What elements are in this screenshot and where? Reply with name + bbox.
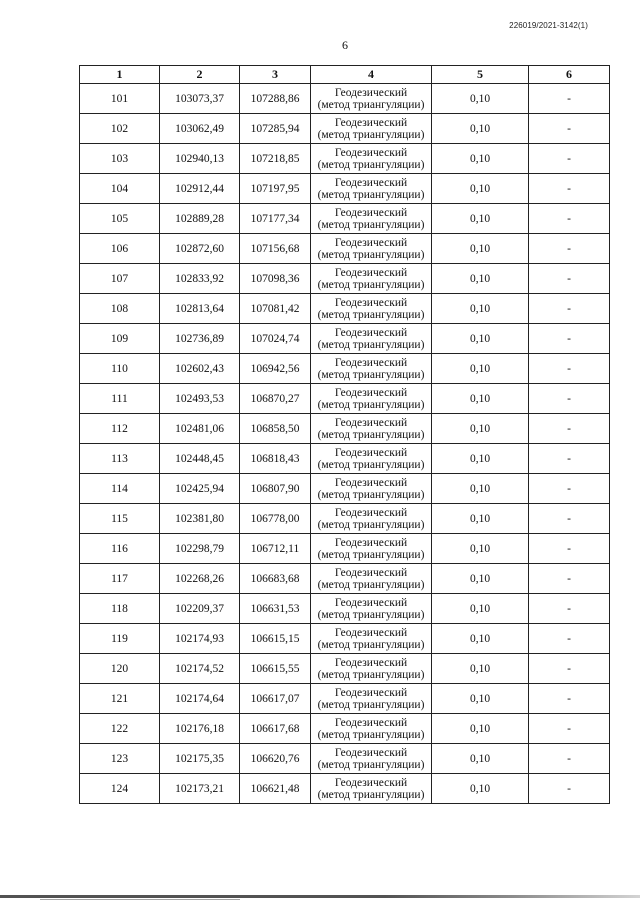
note-cell: -: [529, 594, 610, 624]
table-row: [80, 654, 610, 684]
method-line-1: Геодезический: [334, 536, 408, 549]
point-number-cell: 109: [80, 324, 160, 354]
method-line-1: Геодезический: [334, 686, 408, 699]
accuracy-cell: 0,10: [432, 294, 529, 324]
table-row: [80, 444, 610, 474]
x-coordinate-cell: 102481,06: [160, 414, 240, 444]
method-cell: [311, 714, 432, 744]
accuracy-cell: 0,10: [432, 444, 529, 474]
note-cell: -: [529, 564, 610, 594]
note-cell: -: [529, 474, 610, 504]
coordinates-table: [79, 65, 610, 804]
accuracy-cell: 0,10: [432, 114, 529, 144]
point-number-cell: 118: [80, 594, 160, 624]
y-coordinate-cell: 106631,53: [240, 594, 311, 624]
x-coordinate-cell: 102889,28: [160, 204, 240, 234]
method-line-1: Геодезический: [334, 416, 408, 429]
method-line-2: (метод триангуляции): [317, 98, 425, 111]
method-line-1: Геодезический: [334, 116, 408, 129]
method-line-1: Геодезический: [334, 626, 408, 639]
accuracy-cell: 0,10: [432, 654, 529, 684]
method-line-2: (метод триангуляции): [317, 578, 425, 591]
method-cell: [311, 354, 432, 384]
point-number-cell: 107: [80, 264, 160, 294]
method-line-1: Геодезический: [334, 506, 408, 519]
table-row: [80, 474, 610, 504]
y-coordinate-cell: 107156,68: [240, 234, 311, 264]
table-row: [80, 684, 610, 714]
document-id: 226019/2021-3142(1): [509, 21, 588, 30]
y-coordinate-cell: 106818,43: [240, 444, 311, 474]
x-coordinate-cell: 102176,18: [160, 714, 240, 744]
method-line-1: Геодезический: [334, 776, 408, 789]
method-line-2: (метод триангуляции): [317, 248, 425, 261]
point-number-cell: 121: [80, 684, 160, 714]
point-number-cell: 113: [80, 444, 160, 474]
method-line-2: (метод триангуляции): [317, 278, 425, 291]
method-line-2: (метод триангуляции): [317, 728, 425, 741]
method-cell: [311, 384, 432, 414]
column-header: 1: [80, 66, 160, 84]
method-cell: [311, 174, 432, 204]
method-cell: [311, 234, 432, 264]
note-cell: -: [529, 534, 610, 564]
table-row: [80, 414, 610, 444]
accuracy-cell: 0,10: [432, 414, 529, 444]
y-coordinate-cell: 106858,50: [240, 414, 311, 444]
accuracy-cell: 0,10: [432, 684, 529, 714]
note-cell: -: [529, 744, 610, 774]
method-line-2: (метод триангуляции): [317, 368, 425, 381]
table-row: [80, 114, 610, 144]
column-header: 4: [311, 66, 432, 84]
x-coordinate-cell: 102736,89: [160, 324, 240, 354]
note-cell: -: [529, 684, 610, 714]
method-cell: [311, 114, 432, 144]
method-cell: [311, 534, 432, 564]
method-cell: [311, 324, 432, 354]
table-row: [80, 144, 610, 174]
accuracy-cell: 0,10: [432, 234, 529, 264]
method-line-2: (метод триангуляции): [317, 698, 425, 711]
point-number-cell: 103: [80, 144, 160, 174]
point-number-cell: 119: [80, 624, 160, 654]
method-cell: [311, 474, 432, 504]
method-line-1: Геодезический: [334, 266, 408, 279]
method-cell: [311, 504, 432, 534]
method-line-1: Геодезический: [334, 356, 408, 369]
method-line-2: (метод триангуляции): [317, 428, 425, 441]
point-number-cell: 122: [80, 714, 160, 744]
note-cell: -: [529, 414, 610, 444]
accuracy-cell: 0,10: [432, 474, 529, 504]
column-header: 6: [529, 66, 610, 84]
x-coordinate-cell: 102425,94: [160, 474, 240, 504]
x-coordinate-cell: 102174,52: [160, 654, 240, 684]
note-cell: -: [529, 444, 610, 474]
method-cell: [311, 144, 432, 174]
point-number-cell: 102: [80, 114, 160, 144]
method-line-2: (метод триангуляции): [317, 608, 425, 621]
point-number-cell: 120: [80, 654, 160, 684]
y-coordinate-cell: 107098,36: [240, 264, 311, 294]
point-number-cell: 104: [80, 174, 160, 204]
method-cell: [311, 264, 432, 294]
x-coordinate-cell: 103073,37: [160, 84, 240, 114]
table-row: [80, 714, 610, 744]
method-line-2: (метод триангуляции): [317, 128, 425, 141]
accuracy-cell: 0,10: [432, 324, 529, 354]
method-line-1: Геодезический: [334, 656, 408, 669]
accuracy-cell: 0,10: [432, 714, 529, 744]
table-row: [80, 384, 610, 414]
method-line-2: (метод триангуляции): [317, 158, 425, 171]
table-row: [80, 594, 610, 624]
y-coordinate-cell: 106712,11: [240, 534, 311, 564]
method-line-2: (метод триангуляции): [317, 518, 425, 531]
column-header: 2: [160, 66, 240, 84]
method-line-1: Геодезический: [334, 176, 408, 189]
y-coordinate-cell: 106620,76: [240, 744, 311, 774]
accuracy-cell: 0,10: [432, 354, 529, 384]
table-header-row: [80, 66, 610, 84]
column-header: 3: [240, 66, 311, 84]
page-number: 6: [342, 38, 348, 52]
accuracy-cell: 0,10: [432, 534, 529, 564]
y-coordinate-cell: 107197,95: [240, 174, 311, 204]
method-cell: [311, 204, 432, 234]
accuracy-cell: 0,10: [432, 594, 529, 624]
note-cell: -: [529, 654, 610, 684]
accuracy-cell: 0,10: [432, 204, 529, 234]
y-coordinate-cell: 106615,15: [240, 624, 311, 654]
point-number-cell: 108: [80, 294, 160, 324]
note-cell: -: [529, 324, 610, 354]
method-cell: [311, 624, 432, 654]
method-line-2: (метод триангуляции): [317, 188, 425, 201]
x-coordinate-cell: 102448,45: [160, 444, 240, 474]
x-coordinate-cell: 102173,21: [160, 774, 240, 804]
method-line-2: (метод триангуляции): [317, 338, 425, 351]
table-row: [80, 504, 610, 534]
y-coordinate-cell: 106870,27: [240, 384, 311, 414]
point-number-cell: 117: [80, 564, 160, 594]
method-cell: [311, 414, 432, 444]
point-number-cell: 112: [80, 414, 160, 444]
method-cell: [311, 684, 432, 714]
point-number-cell: 115: [80, 504, 160, 534]
method-line-1: Геодезический: [334, 146, 408, 159]
method-cell: [311, 444, 432, 474]
y-coordinate-cell: 107285,94: [240, 114, 311, 144]
method-line-2: (метод триангуляции): [317, 458, 425, 471]
method-line-2: (метод триангуляции): [317, 548, 425, 561]
method-cell: [311, 774, 432, 804]
footer-scan-line: [0, 895, 640, 898]
y-coordinate-cell: 106617,07: [240, 684, 311, 714]
x-coordinate-cell: 102912,44: [160, 174, 240, 204]
method-line-2: (метод триангуляции): [317, 788, 425, 801]
x-coordinate-cell: 103062,49: [160, 114, 240, 144]
accuracy-cell: 0,10: [432, 144, 529, 174]
method-line-1: Геодезический: [334, 206, 408, 219]
note-cell: -: [529, 264, 610, 294]
table-body: [80, 84, 610, 804]
note-cell: -: [529, 624, 610, 654]
note-cell: -: [529, 714, 610, 744]
table-row: [80, 204, 610, 234]
method-line-2: (метод триангуляции): [317, 308, 425, 321]
method-line-1: Геодезический: [334, 566, 408, 579]
note-cell: -: [529, 84, 610, 114]
x-coordinate-cell: 102940,13: [160, 144, 240, 174]
column-header: 5: [432, 66, 529, 84]
y-coordinate-cell: 106683,68: [240, 564, 311, 594]
accuracy-cell: 0,10: [432, 264, 529, 294]
method-line-1: Геодезический: [334, 716, 408, 729]
x-coordinate-cell: 102602,43: [160, 354, 240, 384]
method-line-1: Геодезический: [334, 386, 408, 399]
method-line-1: Геодезический: [334, 86, 408, 99]
table-row: [80, 174, 610, 204]
table-row: [80, 564, 610, 594]
method-line-1: Геодезический: [334, 746, 408, 759]
point-number-cell: 116: [80, 534, 160, 564]
accuracy-cell: 0,10: [432, 384, 529, 414]
method-cell: [311, 84, 432, 114]
y-coordinate-cell: 106807,90: [240, 474, 311, 504]
table-row: [80, 264, 610, 294]
point-number-cell: 124: [80, 774, 160, 804]
note-cell: -: [529, 234, 610, 264]
table-row: [80, 744, 610, 774]
x-coordinate-cell: 102175,35: [160, 744, 240, 774]
method-line-2: (метод триангуляции): [317, 488, 425, 501]
y-coordinate-cell: 106615,55: [240, 654, 311, 684]
method-cell: [311, 594, 432, 624]
x-coordinate-cell: 102174,93: [160, 624, 240, 654]
method-line-1: Геодезический: [334, 296, 408, 309]
table-row: [80, 234, 610, 264]
method-line-1: Геодезический: [334, 236, 408, 249]
method-line-2: (метод триангуляции): [317, 638, 425, 651]
note-cell: -: [529, 114, 610, 144]
method-line-2: (метод триангуляции): [317, 218, 425, 231]
point-number-cell: 101: [80, 84, 160, 114]
y-coordinate-cell: 107288,86: [240, 84, 311, 114]
x-coordinate-cell: 102381,80: [160, 504, 240, 534]
note-cell: -: [529, 504, 610, 534]
table-row: [80, 294, 610, 324]
table-row: [80, 774, 610, 804]
note-cell: -: [529, 384, 610, 414]
note-cell: -: [529, 354, 610, 384]
method-cell: [311, 654, 432, 684]
accuracy-cell: 0,10: [432, 624, 529, 654]
y-coordinate-cell: 106942,56: [240, 354, 311, 384]
accuracy-cell: 0,10: [432, 84, 529, 114]
point-number-cell: 105: [80, 204, 160, 234]
method-line-1: Геодезический: [334, 326, 408, 339]
note-cell: -: [529, 144, 610, 174]
method-cell: [311, 294, 432, 324]
method-cell: [311, 564, 432, 594]
note-cell: -: [529, 204, 610, 234]
footer-scan-line-secondary: [40, 899, 240, 900]
table-row: [80, 324, 610, 354]
x-coordinate-cell: 102813,64: [160, 294, 240, 324]
y-coordinate-cell: 106621,48: [240, 774, 311, 804]
method-line-1: Геодезический: [334, 476, 408, 489]
point-number-cell: 114: [80, 474, 160, 504]
point-number-cell: 106: [80, 234, 160, 264]
point-number-cell: 123: [80, 744, 160, 774]
x-coordinate-cell: 102268,26: [160, 564, 240, 594]
x-coordinate-cell: 102209,37: [160, 594, 240, 624]
y-coordinate-cell: 107081,42: [240, 294, 311, 324]
accuracy-cell: 0,10: [432, 774, 529, 804]
method-line-2: (метод триангуляции): [317, 758, 425, 771]
accuracy-cell: 0,10: [432, 744, 529, 774]
x-coordinate-cell: 102174,64: [160, 684, 240, 714]
x-coordinate-cell: 102833,92: [160, 264, 240, 294]
y-coordinate-cell: 106778,00: [240, 504, 311, 534]
note-cell: -: [529, 774, 610, 804]
accuracy-cell: 0,10: [432, 564, 529, 594]
method-line-1: Геодезический: [334, 596, 408, 609]
table-row: [80, 624, 610, 654]
point-number-cell: 110: [80, 354, 160, 384]
x-coordinate-cell: 102872,60: [160, 234, 240, 264]
y-coordinate-cell: 106617,68: [240, 714, 311, 744]
y-coordinate-cell: 107024,74: [240, 324, 311, 354]
table-row: [80, 354, 610, 384]
y-coordinate-cell: 107218,85: [240, 144, 311, 174]
note-cell: -: [529, 174, 610, 204]
point-number-cell: 111: [80, 384, 160, 414]
table-row: [80, 534, 610, 564]
accuracy-cell: 0,10: [432, 174, 529, 204]
note-cell: -: [529, 294, 610, 324]
x-coordinate-cell: 102298,79: [160, 534, 240, 564]
method-line-2: (метод триангуляции): [317, 668, 425, 681]
method-cell: [311, 744, 432, 774]
y-coordinate-cell: 107177,34: [240, 204, 311, 234]
table-row: [80, 84, 610, 114]
method-line-2: (метод триангуляции): [317, 398, 425, 411]
accuracy-cell: 0,10: [432, 504, 529, 534]
method-line-1: Геодезический: [334, 446, 408, 459]
x-coordinate-cell: 102493,53: [160, 384, 240, 414]
